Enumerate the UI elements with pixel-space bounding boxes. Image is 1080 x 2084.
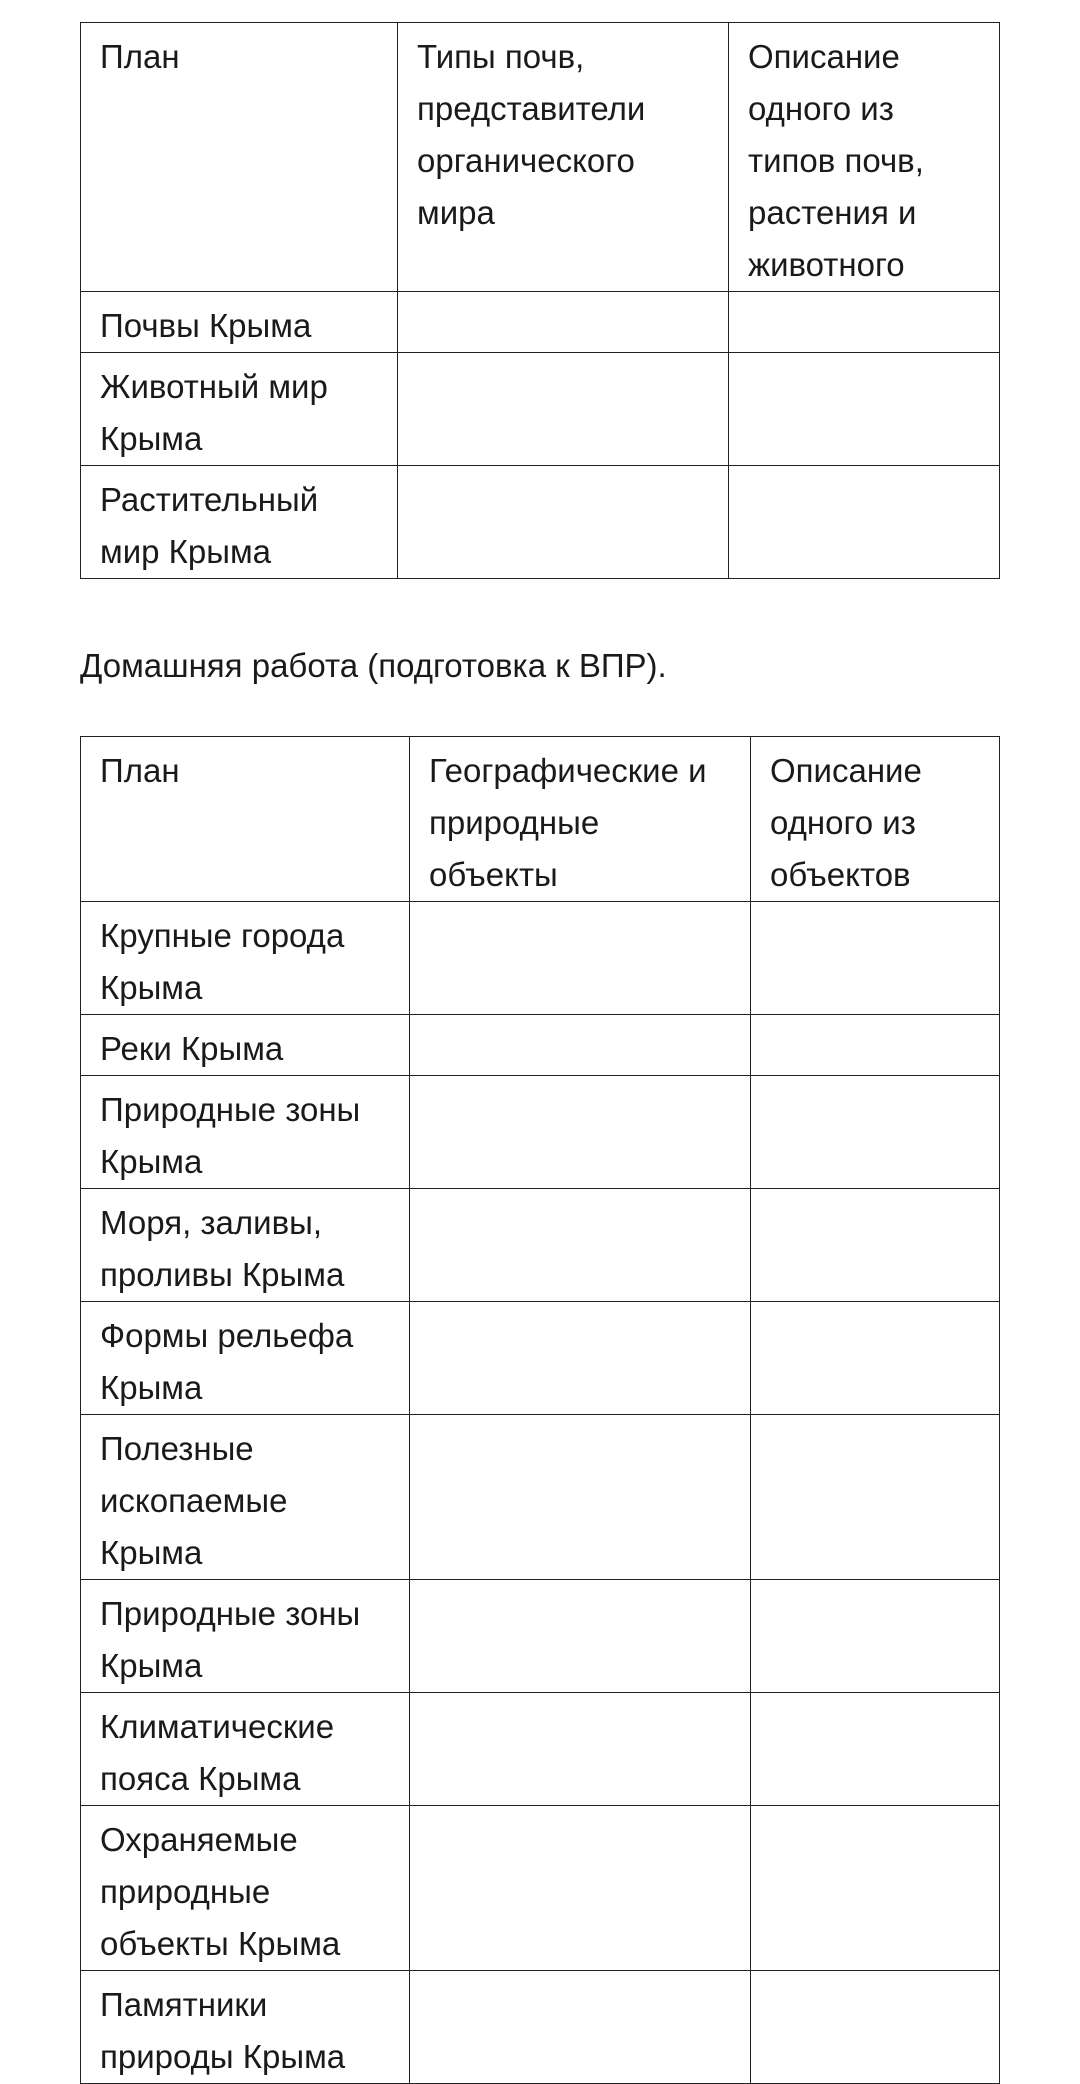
geo-objects-table xyxy=(80,736,1000,2084)
empty-cell[interactable] xyxy=(398,466,729,579)
empty-cell[interactable] xyxy=(410,1971,751,2084)
row-label: Формы рельефа Крыма xyxy=(81,1302,410,1415)
row-label: Охраняемые природные объекты Крыма xyxy=(81,1806,410,1971)
table-header-row xyxy=(81,23,1000,292)
header-cell-geo-objects: Географические и природные объекты xyxy=(410,737,751,902)
empty-cell[interactable] xyxy=(751,1015,1000,1076)
empty-cell[interactable] xyxy=(410,1076,751,1189)
row-label: Крупные города Крыма xyxy=(81,902,410,1015)
empty-cell[interactable] xyxy=(751,1415,1000,1580)
empty-cell[interactable] xyxy=(410,1580,751,1693)
empty-cell[interactable] xyxy=(410,1806,751,1971)
row-label: Почвы Крыма xyxy=(81,292,398,353)
table-row xyxy=(81,1415,1000,1580)
empty-cell[interactable] xyxy=(729,292,1000,353)
table-header-row xyxy=(81,737,1000,902)
soils-biota-table xyxy=(80,22,1000,579)
header-cell-plan: План xyxy=(81,23,398,292)
empty-cell[interactable] xyxy=(410,1693,751,1806)
empty-cell[interactable] xyxy=(751,1580,1000,1693)
empty-cell[interactable] xyxy=(729,353,1000,466)
header-cell-soil-types: Типы почв, представители органического мира xyxy=(398,23,729,292)
empty-cell[interactable] xyxy=(751,1302,1000,1415)
table-row xyxy=(81,1580,1000,1693)
row-label: Полезные ископаемые Крыма xyxy=(81,1415,410,1580)
row-label: Природные зоны Крыма xyxy=(81,1580,410,1693)
row-label: Растительный мир Крыма xyxy=(81,466,398,579)
table-row xyxy=(81,1076,1000,1189)
row-label: Природные зоны Крыма xyxy=(81,1076,410,1189)
table-row xyxy=(81,1693,1000,1806)
header-cell-plan: План xyxy=(81,737,410,902)
empty-cell[interactable] xyxy=(751,1971,1000,2084)
empty-cell[interactable] xyxy=(751,902,1000,1015)
empty-cell[interactable] xyxy=(751,1806,1000,1971)
empty-cell[interactable] xyxy=(751,1189,1000,1302)
table-row xyxy=(81,1302,1000,1415)
empty-cell[interactable] xyxy=(398,353,729,466)
header-cell-description: Описание одного из типов почв, растения и животного xyxy=(729,23,1000,292)
empty-cell[interactable] xyxy=(410,1189,751,1302)
empty-cell[interactable] xyxy=(410,1015,751,1076)
table-row xyxy=(81,466,1000,579)
empty-cell[interactable] xyxy=(410,1415,751,1580)
homework-heading: Домашняя работа (подготовка к ВПР). xyxy=(80,647,667,684)
table-row xyxy=(81,902,1000,1015)
empty-cell[interactable] xyxy=(751,1693,1000,1806)
row-label: Моря, заливы, проливы Крыма xyxy=(81,1189,410,1302)
empty-cell[interactable] xyxy=(729,466,1000,579)
row-label: Реки Крыма xyxy=(81,1015,410,1076)
table-row xyxy=(81,1189,1000,1302)
empty-cell[interactable] xyxy=(410,1302,751,1415)
empty-cell[interactable] xyxy=(410,902,751,1015)
empty-cell[interactable] xyxy=(398,292,729,353)
row-label: Климатические пояса Крыма xyxy=(81,1693,410,1806)
table-row xyxy=(81,292,1000,353)
table-row xyxy=(81,1015,1000,1076)
header-cell-description: Описание одного из объектов xyxy=(751,737,1000,902)
table-row xyxy=(81,1806,1000,1971)
row-label: Животный мир Крыма xyxy=(81,353,398,466)
empty-cell[interactable] xyxy=(751,1076,1000,1189)
table-row xyxy=(81,353,1000,466)
table-row xyxy=(81,1971,1000,2084)
row-label: Памятники природы Крыма xyxy=(81,1971,410,2084)
